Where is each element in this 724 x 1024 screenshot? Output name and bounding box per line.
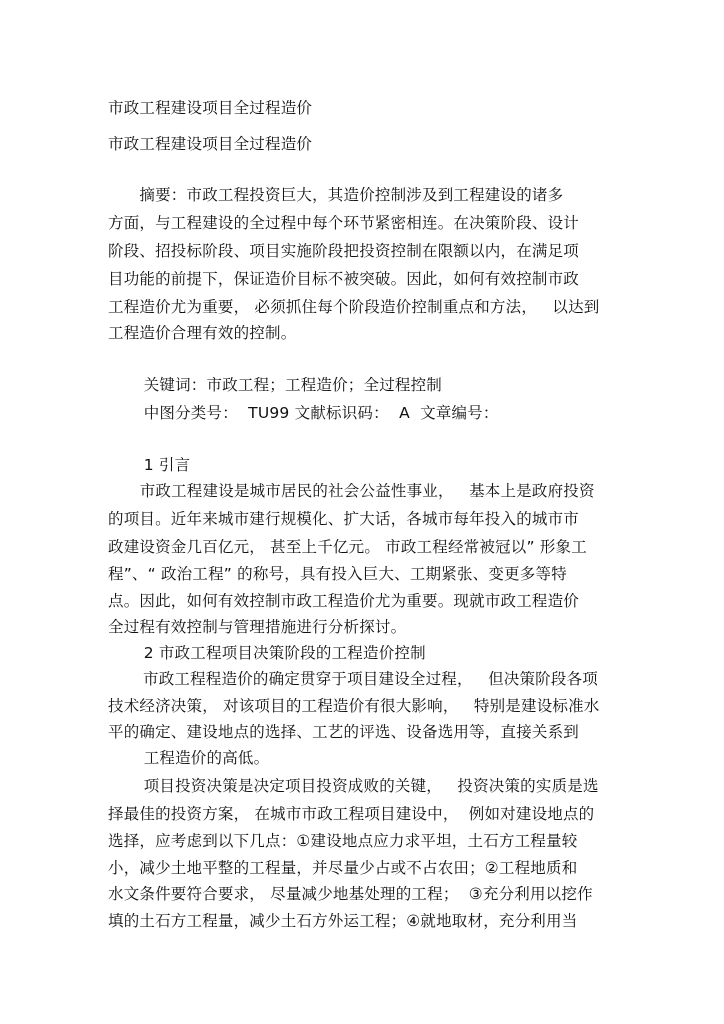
section-2-line: 水文条件要符合要求， 尽量减少地基处理的工程； ③充分利用以挖作 (108, 885, 593, 903)
section-2-line: 择最佳的投资方案， 在城市市政工程项目建设中， 例如对建设地点的 (108, 805, 595, 823)
abstract-line: 方面，与工程建设的全过程中每个环节紧密相连。在决策阶段、设计 (108, 214, 580, 232)
section-1-line: 点。因此，如何有效控制市政工程造价尤为重要。现就市政工程造价 (108, 592, 580, 610)
section-2-heading: 2 市政工程项目决策阶段的工程造价控制 (128, 644, 426, 662)
section-2-line: 工程造价的高低。 (128, 749, 270, 767)
section-2-line: 小，减少土地平整的工程量，并尽量少占或不占农田；②工程地质和 (108, 859, 578, 877)
document-title: 市政工程建设项目全过程造价 (108, 99, 313, 117)
section-1-line: 政建设资金几百亿元， 甚至上千亿元。 市政工程经常被冠以” 形象工 (108, 538, 587, 556)
keywords: 关键词：市政工程；工程造价；全过程控制 (128, 376, 443, 394)
abstract-line: 工程造价尤为重要， 必须抓住每个阶段造价控制重点和方法， 以达到 (108, 298, 600, 316)
section-1-line: 市政工程建设是城市居民的社会公益性事业， 基本上是政府投资 (124, 482, 595, 500)
abstract-line: 目功能的前提下，保证造价目标不被突破。因此，如何有效控制市政 (108, 270, 580, 288)
section-2-line: 平的确定、建设地点的选择、工艺的评选、设备选用等，直接关系到 (108, 723, 580, 741)
classification-line: 中图分类号： TU99 文献标识码： A 文章编号： (128, 404, 499, 422)
section-1-line: 的项目。近年来城市建行规模化、扩大话，各城市每年投入的城市市 (108, 510, 580, 528)
section-2-line: 市政工程程造价的确定贯穿于项目建设全过程， 但决策阶段各项 (143, 670, 598, 688)
section-2-line: 项目投资决策是决定项目投资成败的关键， 投资决策的实质是选 (128, 777, 599, 795)
section-1-line: 全过程有效控制与管理措施进行分析探讨。 (108, 618, 407, 636)
section-1-line: 程”、“ 政治工程” 的称号，具有投入巨大、工期紧张、变更多等特 (108, 565, 567, 583)
section-2-line: 技术经济决策， 对该项目的工程造价有很大影响， 特别是建设标准水 (108, 697, 600, 715)
section-2-line: 填的土石方工程量，减少土石方外运工程；④就地取材，充分利用当 (108, 912, 578, 930)
abstract-line: 工程造价合理有效的控制。 (108, 324, 297, 342)
abstract-line: 阶段、招投标阶段、项目实施阶段把投资控制在限额以内，在满足项 (108, 242, 580, 260)
document-title-repeat: 市政工程建设项目全过程造价 (108, 135, 313, 153)
abstract-line: 摘要：市政工程投资巨大，其造价控制涉及到工程建设的诸多 (108, 186, 564, 204)
section-1-heading: 1 引言 (128, 456, 191, 474)
section-2-line: 选择，应考虑到以下几点：①建设地点应力求平坦，土石方工程量较 (108, 832, 578, 850)
